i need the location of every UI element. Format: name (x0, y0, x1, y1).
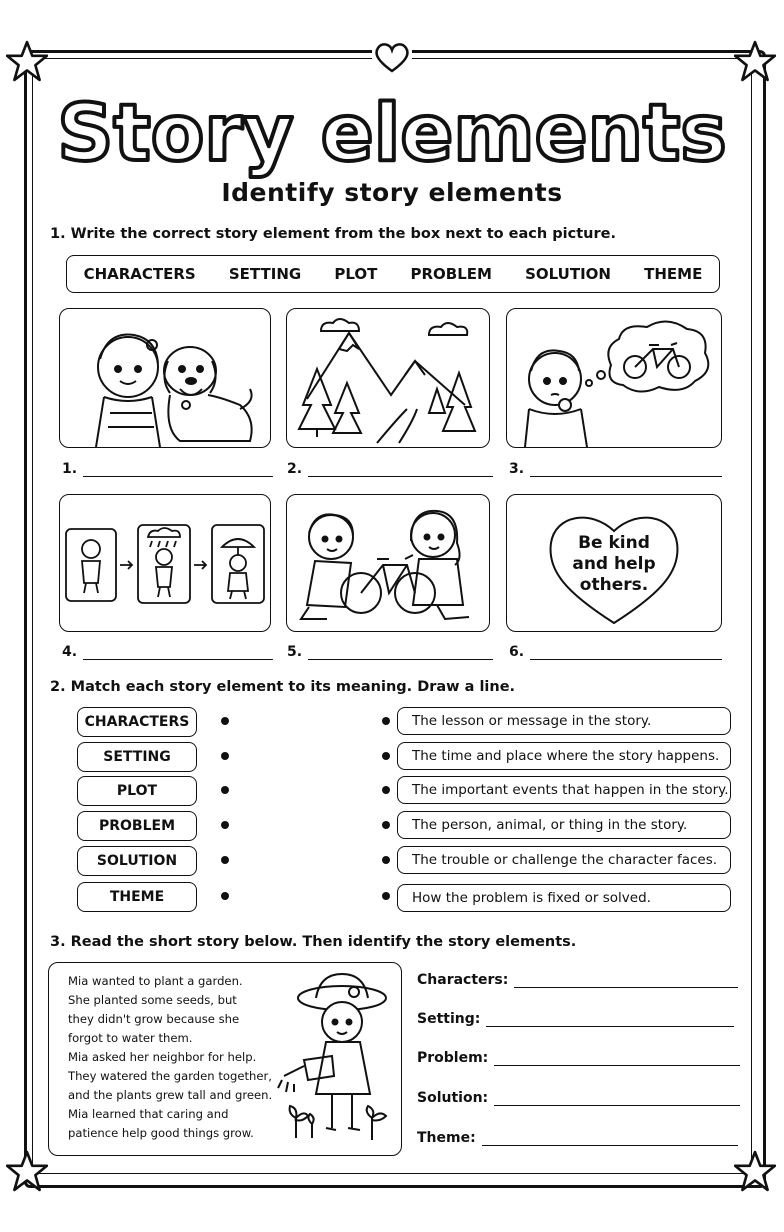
meaning-box: The person, animal, or thing in the story. (397, 811, 731, 839)
setting-answer-line[interactable] (486, 1012, 734, 1027)
star-icon (734, 40, 776, 82)
match-dot-right[interactable] (382, 752, 390, 760)
word-bank-item: CHARACTERS (83, 265, 196, 283)
field-solution: Solution: (417, 1090, 740, 1106)
field-setting: Setting: (417, 1011, 734, 1027)
word-bank-item: SETTING (228, 265, 302, 283)
answer-line-1[interactable] (83, 462, 273, 477)
match-dot-left[interactable] (221, 821, 229, 829)
answer-line-6[interactable] (530, 645, 722, 660)
story-text: Mia wanted to plant a garden. She planted some seeds, but they didn't grow because she forgot to water them. Mia asked her neighbor for help. They watered the garden together, and the plants grew tall and green. Mia learned that caring and patience help good things grow. (68, 974, 273, 1140)
meaning-box: The time and place where the story happens. (397, 742, 731, 770)
answer-6: 6. (509, 644, 722, 660)
match-dot-right[interactable] (382, 892, 390, 900)
answer-line-5[interactable] (308, 645, 493, 660)
field-problem: Problem: (417, 1050, 740, 1066)
girl-watering-illustration (276, 968, 394, 1146)
element-setting: SETTING (77, 742, 197, 772)
solution-answer-line[interactable] (494, 1091, 740, 1106)
section2-instruction: 2. Match each story element to its meaning. Draw a line. (50, 679, 516, 695)
answer-5: 5. (287, 644, 493, 660)
answer-3: 3. (509, 461, 722, 477)
match-dot-left[interactable] (221, 717, 229, 725)
match-dot-left[interactable] (221, 752, 229, 760)
match-dot-left[interactable] (221, 856, 229, 864)
word-bank-item: SOLUTION (525, 265, 611, 283)
word-bank-item: THEME (644, 265, 703, 283)
element-plot: PLOT (77, 776, 197, 806)
element-theme: THEME (77, 882, 197, 912)
page-subtitle: Identify story elements (221, 178, 563, 207)
answer-line-2[interactable] (308, 462, 493, 477)
picture-plot (59, 494, 271, 632)
star-icon (6, 1150, 48, 1192)
picture-problem (506, 308, 722, 448)
answer-1: 1. (62, 461, 273, 477)
picture-characters (59, 308, 271, 448)
characters-answer-line[interactable] (514, 973, 738, 988)
element-problem: PROBLEM (77, 811, 197, 841)
word-bank-item: PROBLEM (410, 265, 492, 283)
theme-message: Be kind and help others. (572, 533, 656, 595)
title-text: Story elements (57, 89, 727, 179)
match-dot-right[interactable] (382, 717, 390, 725)
picture-theme (506, 494, 722, 632)
answer-line-3[interactable] (530, 462, 722, 477)
word-bank (66, 255, 720, 293)
theme-answer-line[interactable] (482, 1131, 738, 1146)
word-bank-item: PLOT (334, 265, 378, 283)
match-dot-right[interactable] (382, 821, 390, 829)
match-dot-right[interactable] (382, 856, 390, 864)
meaning-box: The important events that happen in the story. (397, 776, 731, 804)
field-theme: Theme: (417, 1130, 738, 1146)
answer-4: 4. (62, 644, 273, 660)
meaning-box: The lesson or message in the story. (397, 707, 731, 735)
picture-setting (286, 308, 490, 448)
picture-solution (286, 494, 490, 632)
star-icon (6, 40, 48, 82)
meaning-box: How the problem is fixed or solved. (397, 884, 731, 912)
element-characters: CHARACTERS (77, 707, 197, 737)
field-characters: Characters: (417, 972, 738, 988)
section1-instruction: 1. Write the correct story element from the box next to each picture. (50, 226, 616, 242)
page-title (0, 82, 784, 182)
problem-answer-line[interactable] (494, 1051, 740, 1066)
element-solution: SOLUTION (77, 846, 197, 876)
answer-line-4[interactable] (83, 645, 273, 660)
match-dot-right[interactable] (382, 786, 390, 794)
answer-2: 2. (287, 461, 493, 477)
meaning-box: The trouble or challenge the character faces. (397, 846, 731, 874)
star-icon (734, 1150, 776, 1192)
match-dot-left[interactable] (221, 892, 229, 900)
heart-icon (372, 40, 412, 74)
section3-instruction: 3. Read the short story below. Then identify the story elements. (50, 934, 577, 950)
match-dot-left[interactable] (221, 786, 229, 794)
